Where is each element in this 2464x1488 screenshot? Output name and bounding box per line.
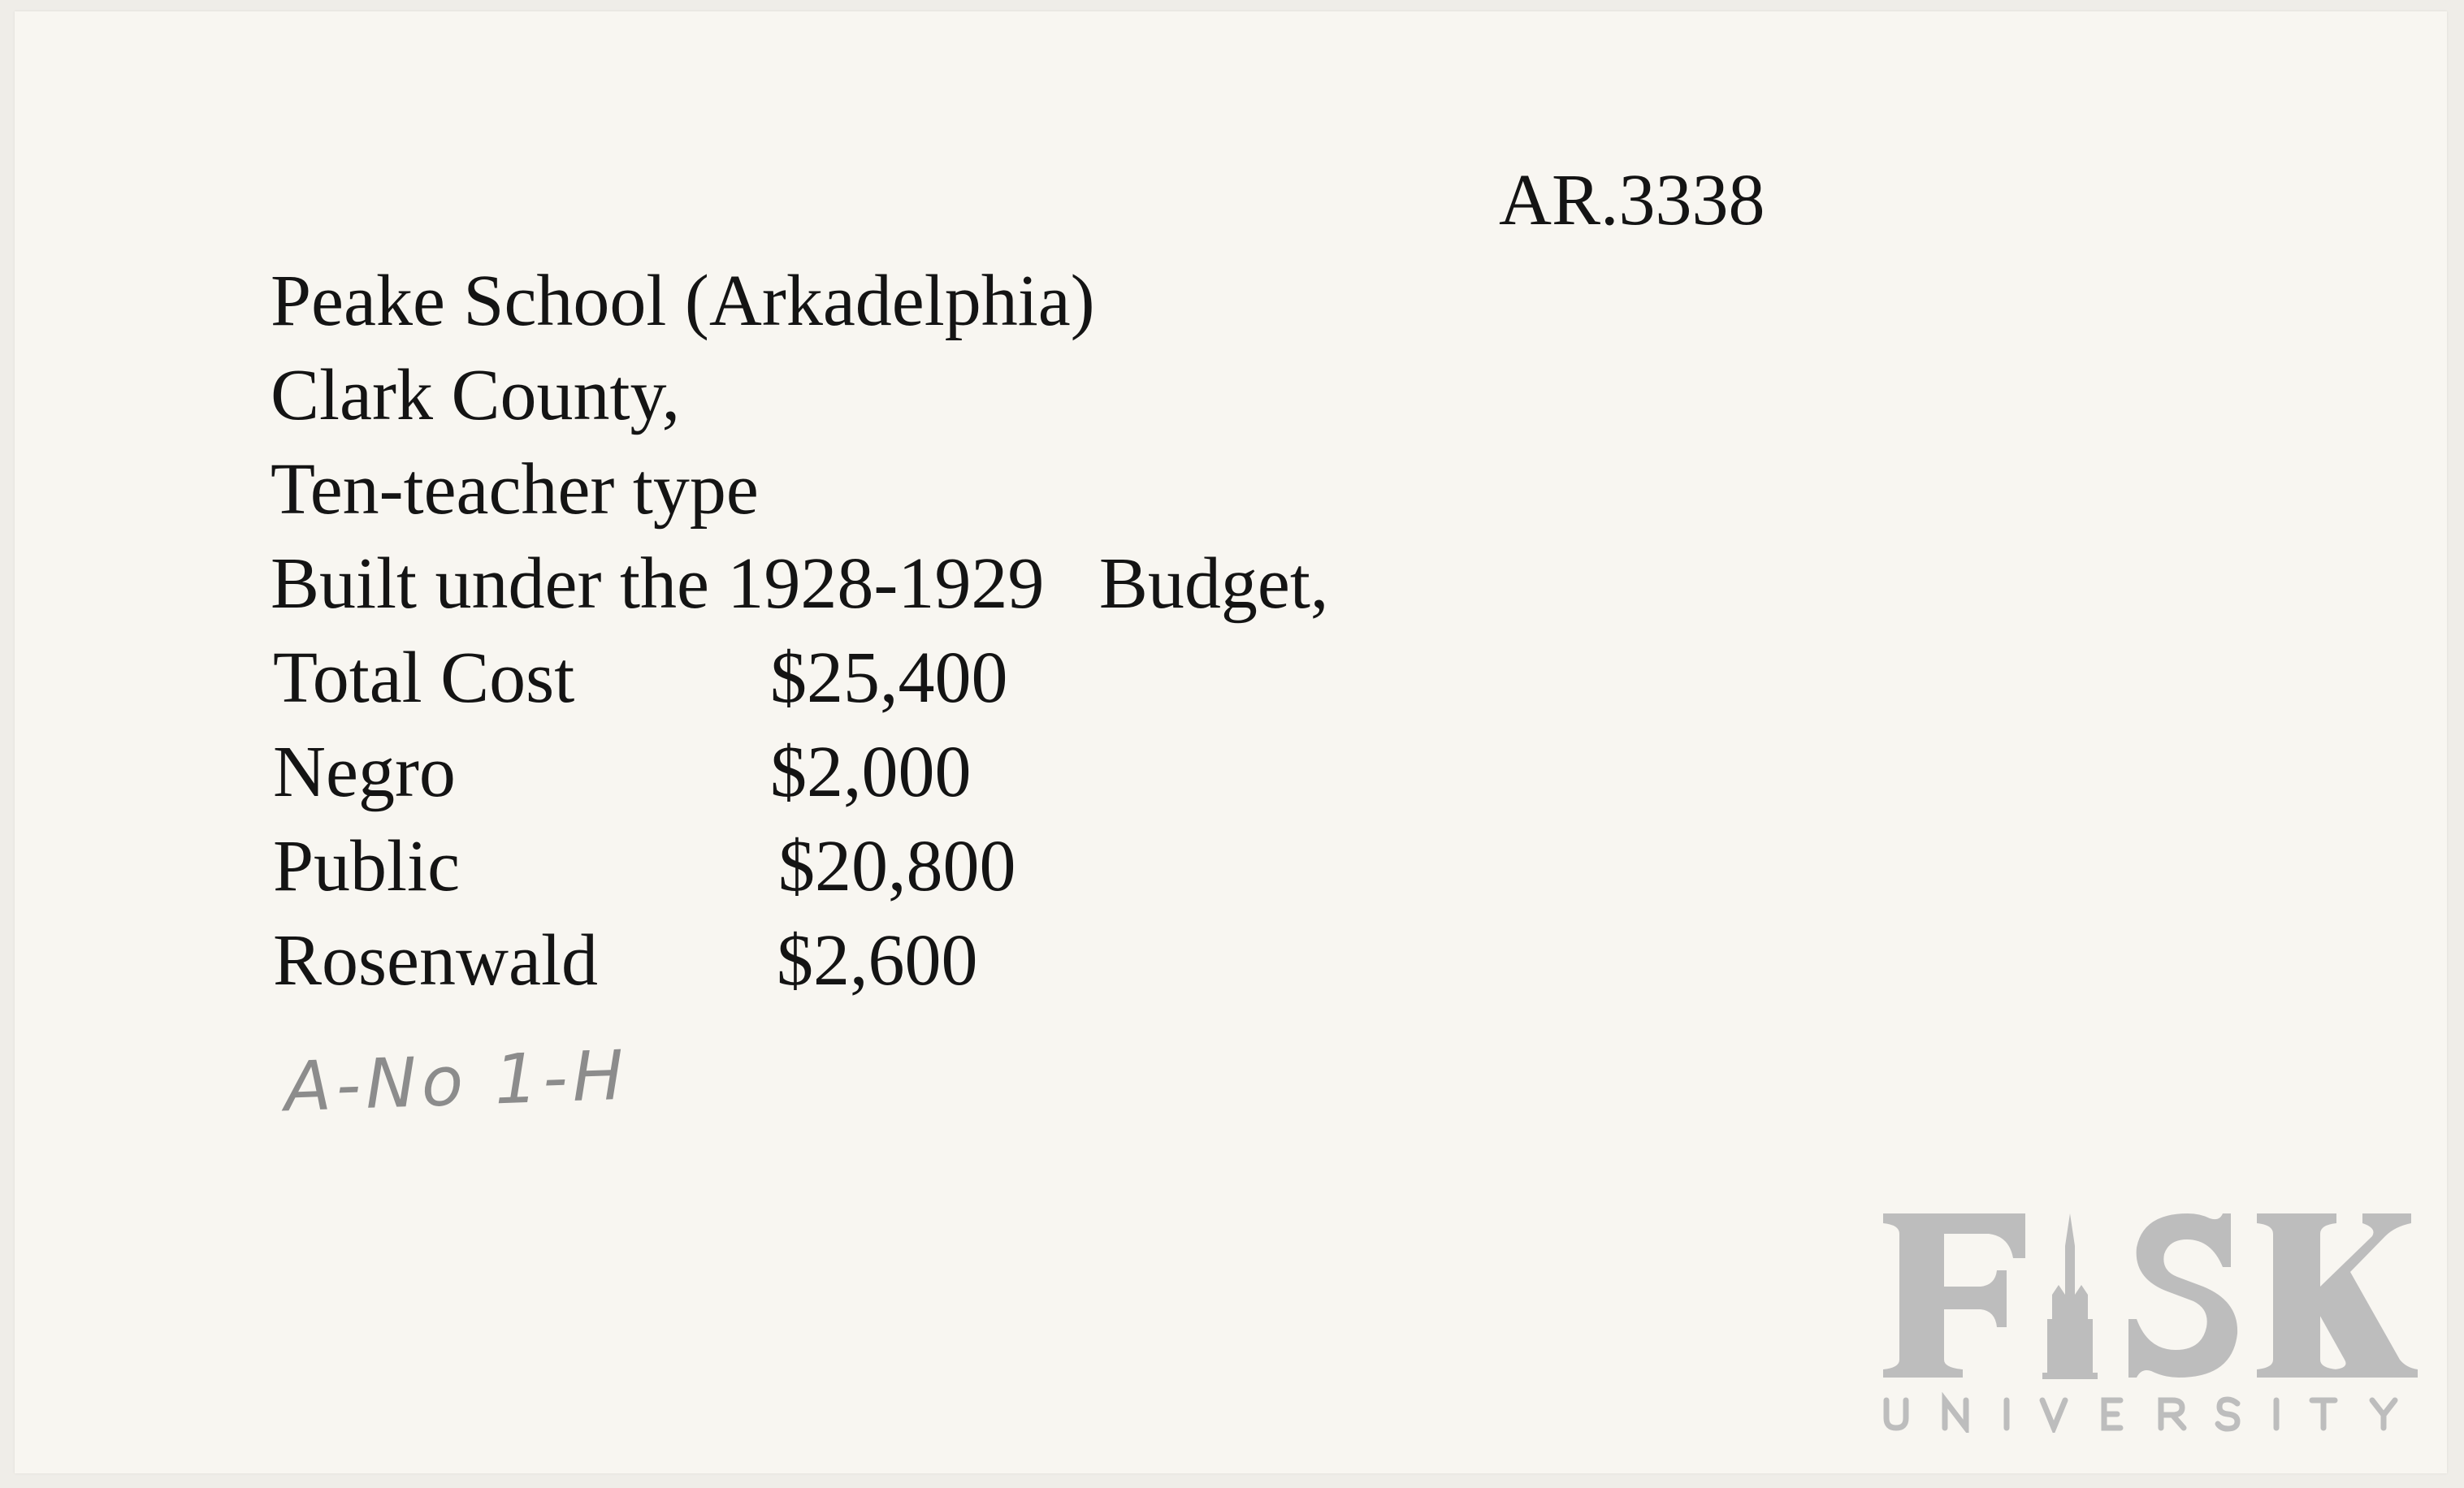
cost-label: Negro [273, 732, 456, 812]
handwritten-note: A-No 1-H [283, 1035, 630, 1127]
cost-value: $20,800 [778, 826, 1016, 906]
school-type: Ten-teacher type [271, 449, 759, 530]
cost-row-negro [273, 732, 1248, 817]
fisk-university-logo [1875, 1197, 2419, 1433]
school-name: Peake School (Arkadelphia) [271, 261, 1095, 341]
county: Clark County, [271, 355, 681, 435]
cost-row-public [273, 826, 1248, 911]
cost-row-rosenwald [273, 920, 1248, 1006]
cost-label: Rosenwald [273, 920, 598, 1001]
cost-value: $25,400 [770, 638, 1008, 718]
accession-number: AR.3338 [1499, 160, 1765, 240]
cost-label: Total Cost [273, 638, 575, 718]
index-card [15, 11, 2447, 1473]
cost-value: $2,000 [770, 732, 972, 812]
cost-label: Public [273, 826, 461, 906]
cost-value: $2,600 [777, 920, 978, 1001]
cost-row-total [273, 638, 1248, 723]
budget-line: Built under the 1928-1929 Budget, [271, 543, 1329, 624]
